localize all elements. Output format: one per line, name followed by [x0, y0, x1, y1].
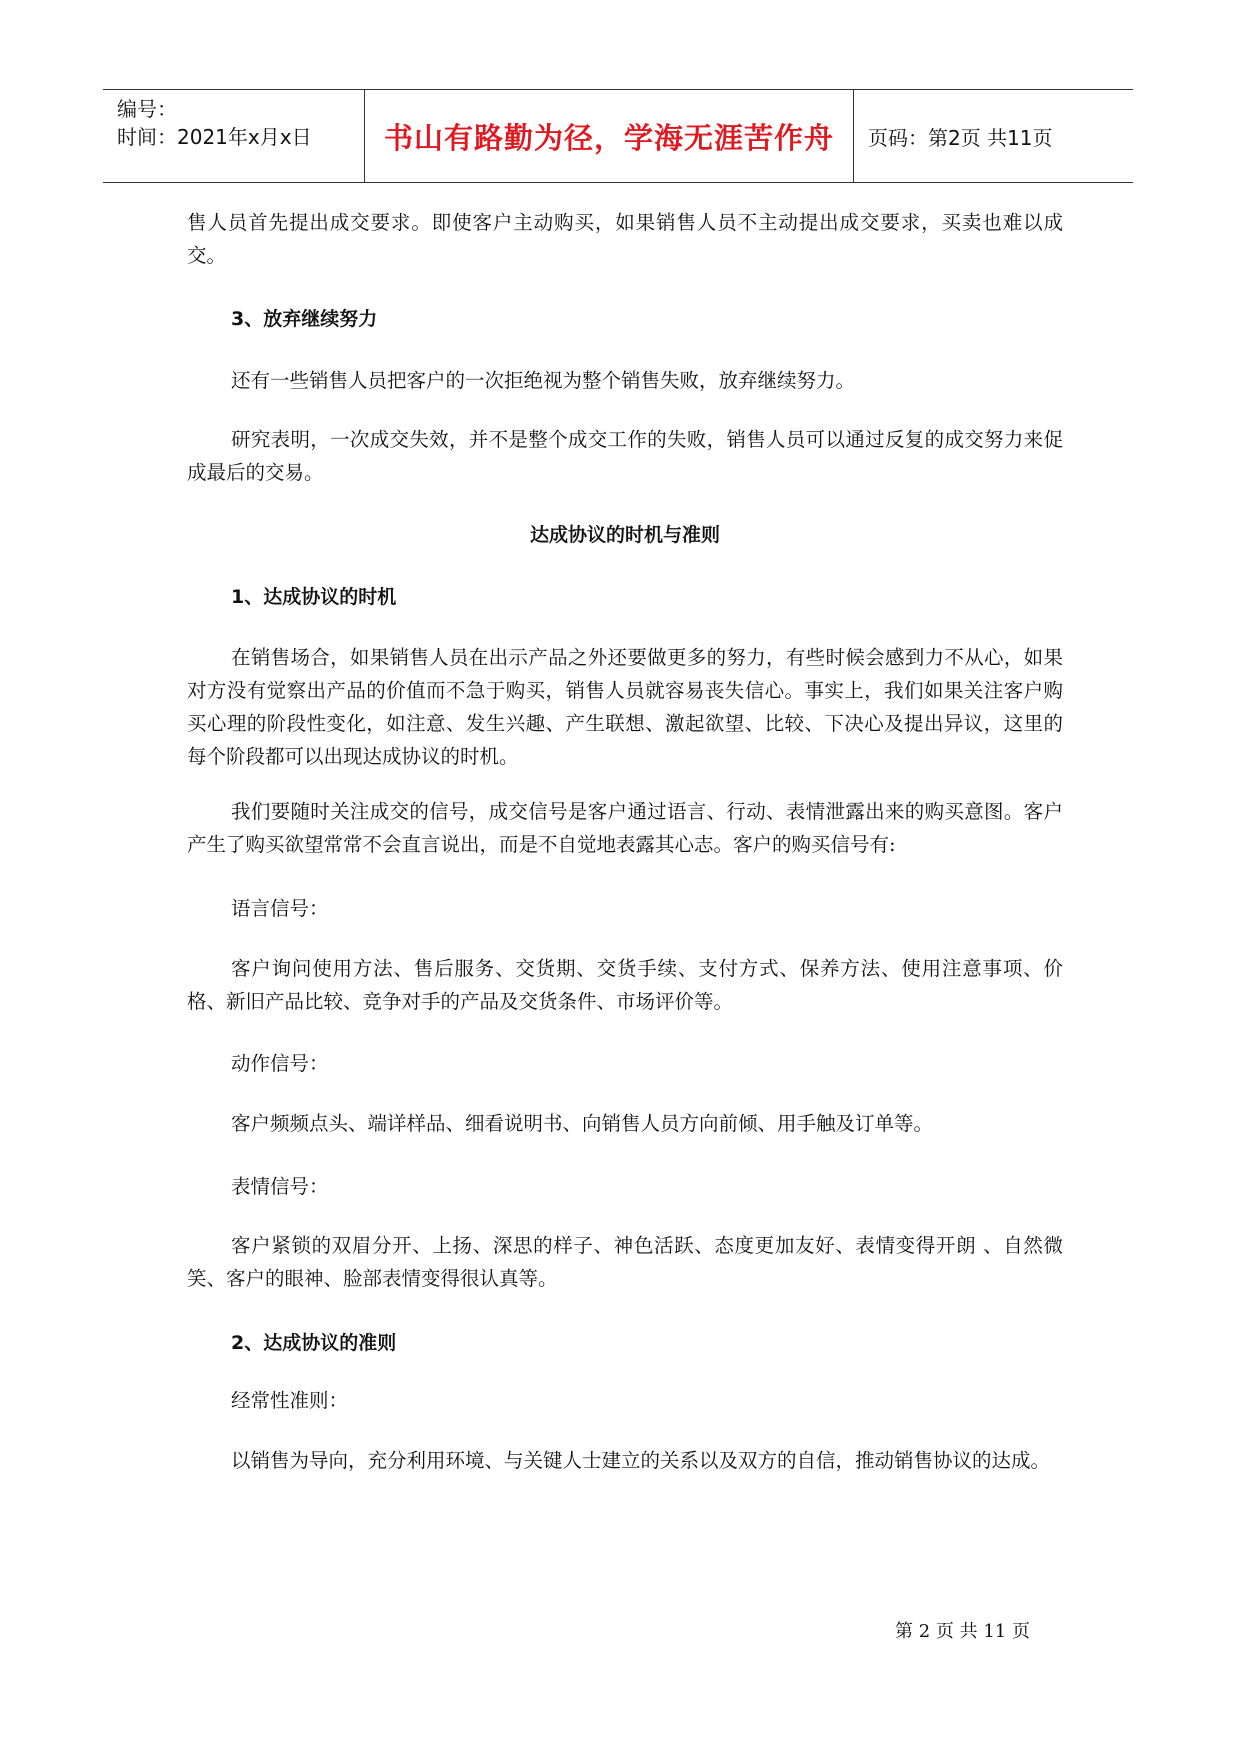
paragraph: 在销售场合，如果销售人员在出示产品之外还要做更多的努力，有些时候会感到力不从心，如果对方没有觉察出产品的价值而不急于购买，销售人员就容易丧失信心。事实上，我们如果关注客户购买心理的阶段性变化，如注意、发生兴趣、产生联想、激起欲望、比较、下决心及提出异议，这里的每个阶段都可以出现达成协议的时机。 — [187, 646, 1063, 768]
header-page-info: 页码：第2页 共11页 — [868, 125, 1053, 150]
section-heading: 3、放弃继续努力 — [231, 308, 378, 330]
paragraph: 以销售为导向，充分利用环境、与关键人士建立的关系以及双方的自信，推动销售协议的达成。 — [231, 1449, 1051, 1472]
paragraph: 客户紧锁的双眉分开、上扬、深思的样子、神色活跃、态度更加友好、表情变得开朗 、自然微笑、客户的眼神、脸部表情变得很认真等。 — [187, 1234, 1063, 1290]
paragraph: 客户频频点头、端详样品、细看说明书、向销售人员方向前倾、用手触及订单等。 — [231, 1112, 934, 1135]
time-label: 时间：2021年x月x日 — [117, 125, 312, 149]
header-motto-cell — [365, 90, 854, 182]
section-heading: 2、达成协议的准则 — [231, 1332, 397, 1354]
paragraph: 我们要随时关注成交的信号，成交信号是客户通过语言、行动、表情泄露出来的购买意图。客户产生了购买欲望常常不会直言说出，而是不自觉地表露其心志。客户的购买信号有: — [187, 800, 1063, 856]
paragraph: 研究表明，一次成交失效，并不是整个成交工作的失败，销售人员可以通过反复的成交努力来促成最后的交易。 — [187, 428, 1063, 484]
section-heading: 1、达成协议的时机 — [231, 586, 397, 608]
paragraph: 售人员首先提出成交要求。即使客户主动购买，如果销售人员不主动提出成交要求，买卖也难以成交。 — [187, 211, 1063, 267]
page-footer: 第 2 页 共 11 页 — [895, 1621, 1030, 1642]
rule-label: 经常性准则： — [231, 1389, 349, 1412]
header-meta — [103, 90, 365, 182]
signal-label: 语言信号： — [231, 897, 329, 920]
paragraph: 还有一些销售人员把客户的一次拒绝视为整个销售失败，放弃继续努力。 — [231, 369, 856, 392]
paragraph: 客户询问使用方法、售后服务、交货期、交货手续、支付方式、保养方法、使用注意事项、价格、新旧产品比较、竞争对手的产品及交货条件、市场评价等。 — [187, 957, 1063, 1013]
motto: 书山有路勤为径，学海无涯苦作舟 — [383, 120, 834, 155]
page-header — [103, 89, 1133, 183]
signal-label: 动作信号： — [231, 1052, 329, 1075]
signal-label: 表情信号： — [231, 1175, 329, 1198]
section-title: 达成协议的时机与准则 — [529, 524, 720, 546]
serial-label: 编号： — [117, 97, 177, 121]
